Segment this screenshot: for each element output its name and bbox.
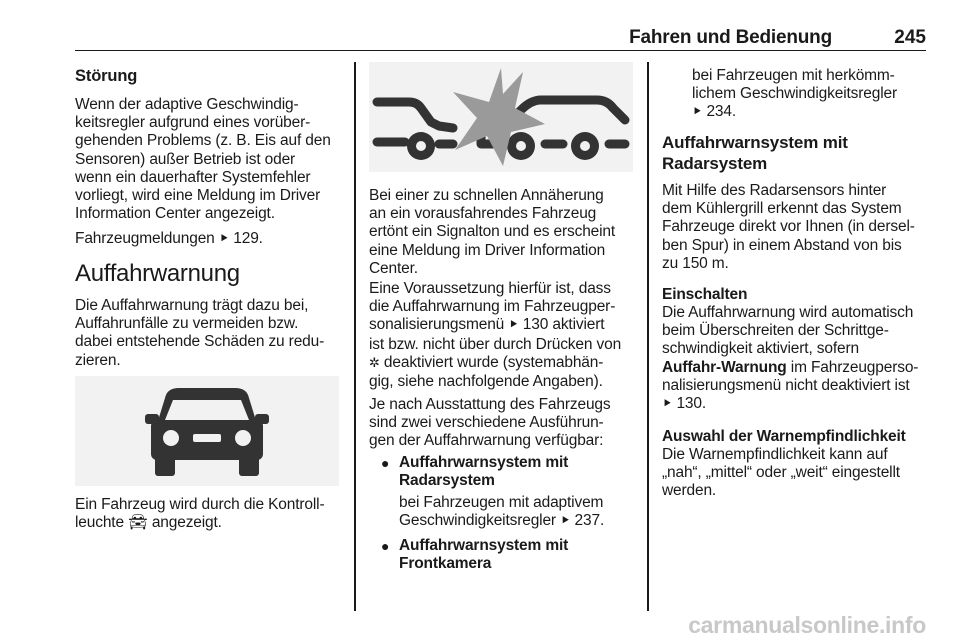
kontrollleuchte-paragraph: Ein Fahrzeug wird durch die Kontroll- leuchte 🚘︎ angezeigt. <box>75 496 325 532</box>
arrow-ref-icon: ⯈ <box>692 105 703 121</box>
arrow-ref-icon: ⯈ <box>218 232 230 247</box>
bullet2-title: Auffahrwarnsystem mit Frontkamera <box>399 537 569 573</box>
arrow-ref-icon: ⯈ <box>662 397 673 413</box>
car-front-icon: 🚘︎ <box>128 514 148 532</box>
page-header <box>75 0 926 51</box>
voraussetzung-paragraph: Eine Voraussetzung hierfür ist, dass die Auffahrwarnung im Fahrzeugper- sonalisierungsmenü ⯈ 130 aktiviert ist bzw. nicht über durch Drücken von ✲ deaktiviert wurde (systemabhän- gig, siehe nachfolgende Angaben). <box>369 280 622 391</box>
heading-auffahrwarnung: Auffahrwarnung <box>75 260 240 287</box>
radar-paragraph: Mit Hilfe des Radarsensors hinter dem Kühlergrill erkennt das System Fahrzeuge direkt vor Ihnen (in dersel- ben Spur) in einem Abstand von bis zu 150 m. <box>662 182 915 272</box>
bullet1-text: bei Fahrzeugen mit adaptivem Geschwindigkeitsregler ⯈ 237. <box>399 494 605 530</box>
heading-einschalten: Einschalten <box>662 286 748 303</box>
collision-icon <box>369 62 633 172</box>
auffahr-paragraph: Die Auffahrwarnung trägt dazu bei, Auffahrunfälle zu vermeiden bzw. dabei entstehende Schäden zu redu- zieren. <box>75 297 325 369</box>
heading-stoerung: Störung <box>75 67 138 85</box>
arrow-ref-icon: ⯈ <box>508 318 519 334</box>
section-title: Fahren und Bedienung <box>629 27 832 48</box>
ausstattung-paragraph: Je nach Ausstattung des Fahrzeugs sind zwei verschiedene Ausführun- gen der Auffahrwarnung verfügbar: <box>369 396 611 450</box>
bullet2-text: bei Fahrzeugen mit herkömm- lichem Geschwindigkeitsregler ⯈ 234. <box>692 67 897 121</box>
column-divider-2 <box>647 62 649 611</box>
stoerung-paragraph: Wenn der adaptive Geschwindig- keitsregler aufgrund eines vorüber- gehenden Problems (z. B. Eis auf den Sensoren) außer Betrieb ist oder wenn ein dauerhafter Systemfehler vorliegt, wird eine Meldung im Driver Information Center angezeigt. <box>75 96 331 223</box>
bullet-dot: ● <box>381 455 390 471</box>
einschalten-paragraph: Die Auffahrwarnung wird automatisch beim Überschreiten der Schrittge- schwindigkeit aktiviert, sofern Auffahr-Warnung im Fahrzeugperso- nalisierungsmenü nicht deaktiviert ist ⯈ 130. <box>662 304 919 413</box>
auswahl-paragraph: Die Warnempfindlichkeit kann auf „nah“, „mittel“ oder „weit“ eingestellt werden. <box>662 446 900 500</box>
fahrzeugmeldungen-ref: Fahrzeugmeldungen ⯈ 129. <box>75 230 263 247</box>
watermark: carmanualsonline.info <box>688 612 926 638</box>
car-front-icon <box>75 376 339 486</box>
collision-figure <box>369 62 633 172</box>
bullet1-title: Auffahrwarnsystem mit Radarsystem <box>399 454 569 490</box>
arrow-ref-icon: ⯈ <box>560 514 571 530</box>
bullet-dot: ● <box>381 538 390 554</box>
column-divider-1 <box>354 62 356 611</box>
car-icon-figure <box>75 376 339 486</box>
heading-radarsystem: Auffahrwarnsystem mit Radarsystem <box>662 133 848 173</box>
annaeherung-paragraph: Bei einer zu schnellen Annäherung an ein vorausfahrendes Fahrzeug ertönt ein Signalton und es erscheint eine Meldung im Driver Information Center. <box>369 187 616 277</box>
steering-wheel-icon: ✲ <box>369 355 380 371</box>
heading-auswahl: Auswahl der Warnempfindlichkeit <box>662 428 906 445</box>
page-number: 245 <box>894 27 926 48</box>
